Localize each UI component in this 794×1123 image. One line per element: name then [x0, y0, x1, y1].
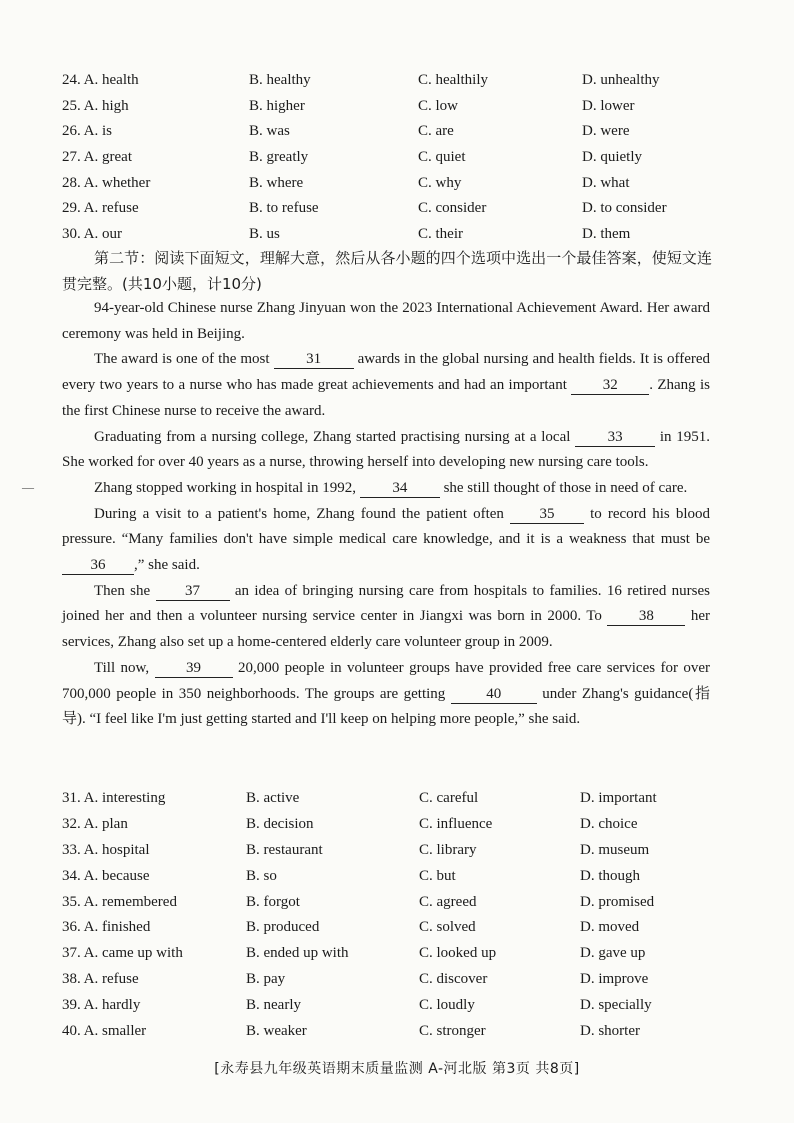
- paragraph-text: under Zhang's guidance(指导). “I feel like I'm just getting started and I'll keep on helping more people,” she said.: [62, 685, 711, 728]
- option-a: 30. A. our: [62, 226, 122, 243]
- options-part1: [62, 72, 762, 252]
- paragraph-text: 20,000 people in volunteer groups have provided free care services for over 700,000 people in 350 neighborhoods. The groups are getting: [62, 659, 711, 702]
- paragraph: [62, 656, 710, 733]
- option-a: 27. A. great: [62, 149, 132, 166]
- paragraph-text: an idea of bringing nursing care from hospitals to families. 16 retired nurses joined her and then a volunteer nursing service center in Jiangxi was born in 2000. To: [62, 582, 710, 625]
- option-c: C. solved: [419, 919, 476, 936]
- option-d: D. what: [582, 174, 630, 191]
- option-b: B. produced: [246, 919, 320, 936]
- paragraph-text: she still thought of those in need of care.: [443, 479, 688, 496]
- option-b: B. decision: [246, 815, 314, 832]
- option-d: D. improve: [580, 971, 649, 988]
- option-row: [62, 175, 762, 201]
- paragraph-text: her services, Zhang also set up a home-centered elderly care volunteer group in 2009.: [62, 608, 711, 651]
- blank-33: 33: [575, 429, 655, 447]
- option-row: [62, 868, 762, 894]
- option-a: 40. A. smaller: [62, 1023, 147, 1040]
- option-b: B. healthy: [249, 72, 311, 88]
- option-a: 31. A. interesting: [62, 790, 166, 806]
- option-row: [62, 945, 762, 971]
- blank-36: 36: [62, 557, 134, 575]
- option-a: 29. A. refuse: [62, 200, 139, 217]
- section-heading: 第二节：阅读下面短文，理解大意，然后从各小题的四个选项中选出一个最佳答案，使短文连贯完整。(共10小题，计10分): [62, 249, 712, 293]
- option-row: [62, 997, 762, 1023]
- option-d: D. shorter: [580, 1023, 640, 1040]
- option-b: B. greatly: [249, 149, 309, 166]
- option-row: [62, 790, 762, 816]
- option-b: B. to refuse: [249, 200, 319, 217]
- option-b: B. us: [249, 226, 280, 243]
- paragraph-text: The award is one of the most: [94, 351, 270, 368]
- option-c: C. why: [418, 174, 462, 191]
- paragraph-text: awards in the global nursing and health fields. It is offered every two years to a nurse who has made great achievements and had an important: [62, 351, 711, 394]
- option-a: 28. A. whether: [62, 174, 151, 191]
- option-c: C. healthily: [418, 72, 488, 88]
- option-c: C. quiet: [418, 149, 466, 166]
- paragraph-text: Till now,: [94, 659, 150, 676]
- option-a: 25. A. high: [62, 97, 129, 114]
- option-c: C. consider: [418, 200, 487, 217]
- option-c: C. careful: [419, 790, 479, 806]
- paragraph-text: Zhang stopped working in hospital in 1992,: [94, 479, 357, 496]
- option-c: C. looked up: [419, 945, 497, 962]
- option-c: C. agreed: [419, 893, 477, 910]
- option-d: D. unhealthy: [582, 72, 660, 88]
- option-d: D. quietly: [582, 149, 642, 166]
- option-d: D. important: [580, 790, 657, 806]
- option-row: [62, 894, 762, 920]
- option-d: D. promised: [580, 893, 655, 910]
- option-a: 34. A. because: [62, 867, 150, 884]
- option-c: C. low: [418, 97, 459, 114]
- blank-40: 40: [451, 686, 537, 704]
- option-c: C. their: [418, 226, 463, 243]
- option-b: B. active: [246, 790, 300, 806]
- blank-38: 38: [607, 608, 685, 626]
- option-c: C. loudly: [419, 997, 475, 1014]
- option-row: [62, 842, 762, 868]
- option-row: [62, 971, 762, 997]
- option-row: [62, 200, 762, 226]
- cloze-passage: [62, 296, 710, 733]
- option-d: D. specially: [580, 997, 652, 1014]
- option-a: 24. A. health: [62, 72, 139, 88]
- option-a: 37. A. came up with: [62, 945, 183, 962]
- options-part2: [62, 790, 762, 1049]
- option-a: 33. A. hospital: [62, 841, 150, 858]
- option-b: B. higher: [249, 97, 305, 114]
- option-b: B. ended up with: [246, 945, 349, 962]
- option-d: D. though: [580, 867, 640, 884]
- option-a: 26. A. is: [62, 123, 113, 140]
- paragraph: [62, 579, 710, 656]
- option-d: D. choice: [580, 815, 638, 832]
- paragraph-text: 94-year-old Chinese nurse Zhang Jinyuan won the 2023 International Achievement Award. Her award ceremony was held in Beijing.: [62, 300, 710, 342]
- blank-34: 34: [360, 480, 440, 498]
- option-c: C. are: [418, 123, 454, 140]
- paragraph: [62, 502, 710, 579]
- paragraph-text: ,” she said.: [134, 557, 200, 574]
- option-d: D. gave up: [580, 945, 646, 962]
- option-a: 35. A. remembered: [62, 893, 177, 910]
- option-b: B. nearly: [246, 997, 301, 1014]
- option-b: B. so: [246, 867, 277, 884]
- margin-dash: —: [22, 480, 34, 494]
- option-a: 39. A. hardly: [62, 997, 141, 1014]
- paragraph-text: to record his blood pressure. “Many families don't have simple medical care knowledge, and it is a weakness that must be: [62, 505, 711, 548]
- option-c: C. influence: [419, 815, 493, 832]
- option-c: C. but: [419, 867, 456, 884]
- paragraph: [62, 296, 710, 347]
- blank-31: 31: [274, 351, 354, 369]
- paragraph: [62, 347, 710, 424]
- option-b: B. weaker: [246, 1023, 307, 1040]
- option-d: D. were: [582, 123, 630, 140]
- paragraph-text: Then she: [94, 582, 151, 599]
- option-b: B. was: [249, 123, 290, 140]
- option-b: B. restaurant: [246, 841, 323, 858]
- option-row: [62, 149, 762, 175]
- option-a: 38. A. refuse: [62, 971, 139, 988]
- option-row: [62, 919, 762, 945]
- option-row: [62, 1023, 762, 1049]
- option-c: C. stronger: [419, 1023, 486, 1040]
- paragraph-text: Graduating from a nursing college, Zhang started practising nursing at a local: [94, 428, 571, 445]
- option-c: C. library: [419, 841, 477, 858]
- option-d: D. museum: [580, 841, 650, 858]
- option-a: 36. A. finished: [62, 919, 151, 936]
- option-d: D. lower: [582, 97, 635, 114]
- blank-39: 39: [155, 660, 233, 678]
- paragraph: [62, 476, 710, 502]
- option-row: [62, 816, 762, 842]
- option-d: D. them: [582, 226, 631, 243]
- blank-35: 35: [510, 506, 584, 524]
- paragraph-text: During a visit to a patient's home, Zhang found the patient often: [94, 505, 504, 522]
- option-a: 32. A. plan: [62, 815, 128, 832]
- option-d: D. to consider: [582, 200, 667, 217]
- option-b: B. pay: [246, 971, 286, 988]
- option-b: B. where: [249, 174, 304, 191]
- option-b: B. forgot: [246, 893, 300, 910]
- paragraph-text: in 1951. She worked for over 40 years as a nurse, throwing herself into developing new nursing care tools.: [62, 428, 711, 471]
- paragraph-text: . Zhang is the first Chinese nurse to receive the award.: [62, 377, 711, 419]
- page-footer: [永寿县九年级英语期末质量监测 A-河北版 第3页 共8页]: [214, 1061, 580, 1077]
- option-row: [62, 123, 762, 149]
- option-d: D. moved: [580, 919, 640, 936]
- blank-32: 32: [571, 377, 649, 395]
- paragraph: [62, 425, 710, 476]
- option-row: [62, 98, 762, 124]
- blank-37: 37: [156, 583, 230, 601]
- option-c: C. discover: [419, 971, 488, 988]
- option-row: [62, 72, 762, 98]
